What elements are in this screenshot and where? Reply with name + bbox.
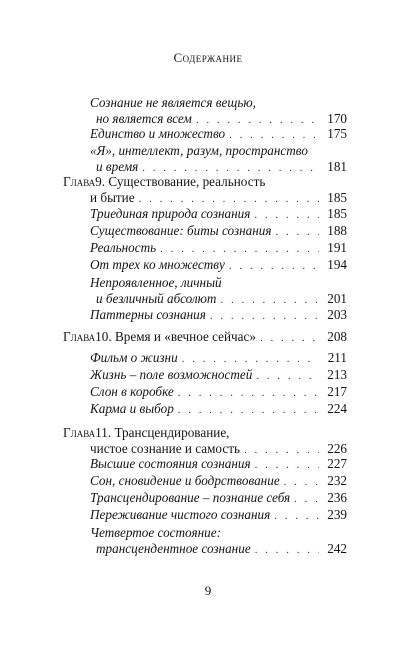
dot-leader	[160, 242, 319, 258]
dot-leader	[274, 509, 319, 525]
toc-entry-text: и безличный абсолют	[96, 290, 217, 306]
toc-entry-text: Триединая природа сознания	[90, 206, 251, 221]
toc-entry-text: Единство и множество	[90, 126, 226, 141]
dot-leader	[284, 475, 319, 491]
toc-page-number: 191	[327, 240, 347, 255]
toc-entry-line	[90, 143, 347, 159]
toc-entry-text: Фильм о жизни	[90, 350, 178, 365]
toc-page-number: 211	[327, 350, 347, 365]
toc-entry-line	[90, 490, 347, 508]
toc-entry-line	[90, 350, 347, 368]
toc-page-number: 227	[327, 456, 347, 471]
toc-chapter-entry	[63, 174, 347, 207]
dot-leader	[210, 309, 319, 325]
toc-entry-line	[90, 275, 347, 291]
toc-page-number: 185	[327, 189, 347, 205]
toc-page-number: 236	[327, 490, 347, 505]
toc-page-number: 208	[327, 329, 347, 344]
toc-entry-line	[90, 240, 347, 258]
dot-leader	[139, 192, 319, 208]
toc-entry-line	[63, 174, 347, 190]
toc-entry-line	[90, 367, 347, 385]
toc-section-entry	[90, 384, 347, 402]
dot-leader	[220, 293, 319, 309]
toc-section-entry	[90, 525, 347, 558]
toc-entry-line	[90, 206, 347, 224]
dot-leader	[178, 403, 319, 419]
toc-entry-text: но является всем	[96, 110, 192, 126]
toc-entry-line	[90, 307, 347, 325]
toc-page-number: 239	[327, 507, 347, 522]
toc-entry-line	[90, 257, 347, 275]
toc-entry-text: Трансцендирование – познание себя	[90, 490, 291, 505]
toc-entry-line	[90, 384, 347, 402]
toc-section-entry	[90, 307, 347, 325]
toc-entry-text: «Я», интеллект, разум, пространство	[90, 143, 308, 158]
toc-entry-text: Карма и выбор	[90, 401, 174, 416]
toc-section-entry	[90, 206, 347, 224]
dot-leader	[254, 208, 319, 224]
page-number: 9	[204, 583, 212, 598]
toc-entry-text: Паттерны сознания	[90, 307, 206, 322]
dot-leader	[229, 259, 319, 275]
dot-leader	[276, 225, 319, 241]
toc-entry-line	[90, 456, 347, 474]
toc-entry-text: Сон, сновидение и бодрствование	[90, 473, 280, 488]
chapter-keyword: Глава	[63, 425, 96, 440]
toc-page-number: 224	[327, 401, 347, 416]
toc-entry-text: Переживание чистого сознания	[90, 507, 271, 522]
toc-entry-text: Непроявленное, личный	[90, 275, 222, 290]
toc-entry-line	[63, 329, 347, 347]
toc-section-entry	[90, 473, 347, 491]
toc-page-number: 185	[327, 206, 347, 221]
toc-section-entry	[90, 401, 347, 419]
toc-section-entry	[90, 95, 347, 128]
toc-page-number: 170	[327, 110, 347, 126]
toc-page-number: 194	[327, 257, 347, 272]
toc-page-number: 242	[327, 540, 347, 556]
toc-entry-text: Сознание не является вещью,	[90, 95, 256, 110]
toc-entry-text: 9. Существование, реальность	[95, 174, 266, 189]
toc-entry-line	[63, 425, 347, 441]
toc-entry-line	[90, 223, 347, 241]
dot-leader	[255, 543, 319, 559]
toc-chapter-entry	[63, 425, 347, 458]
toc-page-number: 188	[327, 223, 347, 238]
toc-section-entry	[90, 367, 347, 385]
toc-entry-line	[90, 507, 347, 525]
toc-entry-line	[90, 291, 347, 309]
toc-entry-text: Четвертое состояние:	[90, 525, 221, 540]
toc-page-number: 181	[327, 158, 347, 174]
toc-section-entry	[90, 240, 347, 258]
dot-leader	[294, 492, 319, 508]
toc-section-entry	[90, 143, 347, 176]
toc-entry-line	[90, 126, 347, 144]
toc-page-number: 203	[327, 307, 347, 322]
dot-leader	[260, 331, 319, 347]
toc-page-number: 201	[327, 290, 347, 306]
running-head: Содержание	[173, 50, 243, 65]
toc-section-entry	[90, 350, 347, 368]
dot-leader	[256, 369, 319, 385]
toc-section-entry	[90, 275, 347, 308]
toc-entry-line	[63, 190, 347, 208]
toc-page-number: 226	[327, 440, 347, 456]
toc-section-entry	[90, 126, 347, 144]
toc-entry-text: Реальность	[90, 240, 157, 255]
toc-page-number: 217	[327, 384, 347, 399]
toc-page-number: 213	[327, 367, 347, 382]
toc-section-entry	[90, 507, 347, 525]
dot-leader	[229, 128, 319, 144]
dot-leader	[182, 352, 319, 368]
toc-section-entry	[90, 456, 347, 474]
toc-entry-text: Слон в коробке	[90, 384, 174, 399]
toc-entry-text: Высшие состояния сознания	[90, 456, 251, 471]
toc-section-entry	[90, 223, 347, 241]
toc-entry-text: трансцендентное сознание	[96, 540, 251, 556]
toc-entry-text: От трех ко множеству	[90, 257, 225, 272]
dot-leader	[255, 458, 319, 474]
toc-entry-text: Жизнь – поле возможностей	[90, 367, 253, 382]
toc-entry-line	[90, 95, 347, 111]
dot-leader	[178, 386, 319, 402]
toc-entry-text: 10. Время и «вечное сейчас»	[95, 329, 256, 344]
toc-entry-text: Существование: биты сознания	[90, 223, 272, 238]
chapter-keyword: Глава	[63, 174, 96, 189]
toc-section-entry	[90, 490, 347, 508]
toc-section-entry	[90, 257, 347, 275]
chapter-keyword: Глава	[63, 329, 96, 344]
toc-page-number: 175	[327, 126, 347, 141]
toc-entry-line	[90, 525, 347, 541]
toc-chapter-entry	[63, 329, 347, 347]
toc-entry-text: чистое сознание и самость	[90, 440, 240, 456]
toc-entry-line	[90, 401, 347, 419]
toc-page-number: 232	[327, 473, 347, 488]
toc-entry-text: и бытие	[90, 189, 135, 205]
toc-entry-line	[90, 541, 347, 559]
toc-entry-line	[90, 473, 347, 491]
toc-entry-text: и время	[96, 158, 139, 174]
toc-entry-text: 11. Трансцендирование,	[95, 425, 230, 440]
